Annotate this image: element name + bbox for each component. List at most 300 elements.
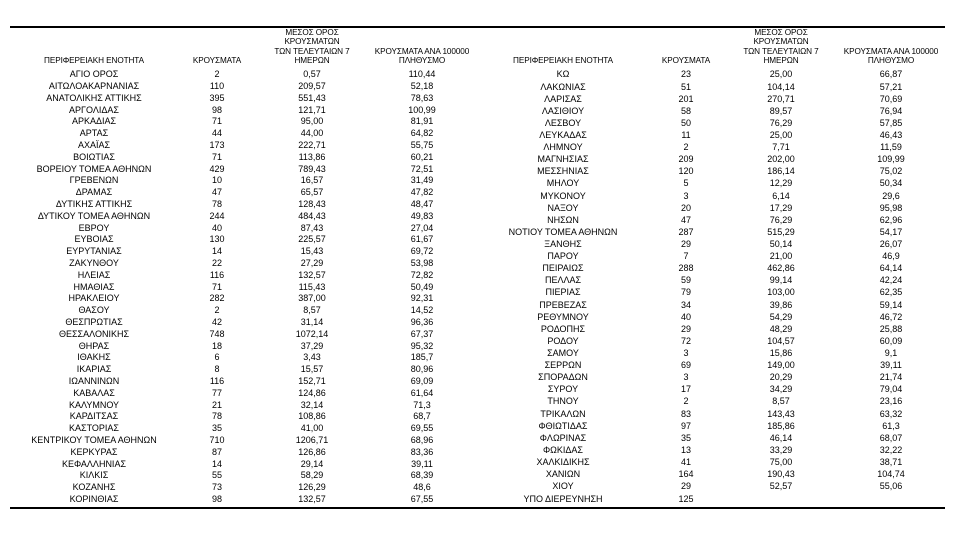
- cell-avg-7days: 15,86: [769, 347, 793, 358]
- cell-avg-7days: 113,86: [298, 151, 326, 162]
- cell-avg-7days: 190,43: [767, 469, 795, 480]
- cell-cases: 395: [209, 92, 225, 103]
- cell-per-100k: 54,17: [879, 226, 903, 237]
- cell-avg-7days: 46,14: [769, 432, 793, 443]
- cell-avg-7days: 39,86: [769, 299, 793, 310]
- table-row: [10, 328, 476, 340]
- cell-cases: 77: [211, 387, 222, 398]
- cell-per-100k: 64,82: [410, 128, 434, 139]
- cell-per-100k: 62,96: [879, 214, 903, 225]
- cell-regional-unit: ΥΠΟ ΔΙΕΡΕΥΝΗΣΗ: [523, 493, 603, 504]
- cell-per-100k: 68,7: [413, 411, 431, 422]
- cell-regional-unit: ΝΟΤΙΟΥ ΤΟΜΕΑ ΑΘΗΝΩΝ: [508, 226, 618, 237]
- cell-per-100k: 38,71: [879, 456, 903, 467]
- cell-per-100k: 96,36: [410, 317, 434, 328]
- cell-regional-unit: ΜΑΓΝΗΣΙΑΣ: [537, 154, 589, 165]
- cell-per-100k: 52,18: [410, 81, 434, 92]
- cell-avg-7days: 149,00: [767, 360, 795, 371]
- cell-per-100k: 110,44: [408, 69, 436, 80]
- table-row: [10, 175, 476, 187]
- cell-per-100k: 61,64: [410, 387, 434, 398]
- header-per-100k: [368, 28, 476, 69]
- cell-cases: 13: [680, 444, 691, 455]
- cell-regional-unit: ΓΡΕΒΕΝΩΝ: [69, 175, 119, 186]
- cell-cases: 69: [680, 360, 691, 371]
- table-row: [479, 493, 945, 506]
- table-row: [10, 364, 476, 376]
- cell-avg-7days: 1072,14: [295, 328, 329, 339]
- cell-avg-7days: 31,14: [300, 317, 324, 328]
- cell-cases: 18: [211, 340, 222, 351]
- cell-avg-7days: 34,29: [769, 384, 793, 395]
- cell-avg-7days: 186,14: [767, 166, 795, 177]
- cell-avg-7days: 99,14: [769, 275, 793, 286]
- table-row: [479, 238, 945, 250]
- table-row: [479, 190, 945, 202]
- cell-avg-7days: 20,29: [769, 372, 793, 383]
- table-row: [10, 222, 476, 234]
- cell-per-100k: 46,72: [879, 311, 903, 322]
- cell-avg-7days: 0,57: [303, 69, 321, 80]
- cell-regional-unit: ΞΑΝΘΗΣ: [544, 238, 582, 249]
- cell-avg-7days: 8,57: [303, 305, 321, 316]
- cell-cases: 14: [211, 246, 222, 257]
- cell-per-100k: 60,21: [410, 151, 434, 162]
- table-row: [479, 371, 945, 383]
- cell-cases: 59: [680, 275, 691, 286]
- header-per-100k: [837, 28, 945, 69]
- cell-avg-7days: 103,00: [767, 287, 795, 298]
- cell-cases: 120: [678, 166, 694, 177]
- table-row: [479, 456, 945, 468]
- cell-cases: 78: [211, 199, 222, 210]
- table-row: [10, 246, 476, 258]
- table-row: [479, 153, 945, 165]
- cell-per-100k: 69,55: [410, 423, 434, 434]
- table-row: [10, 411, 476, 423]
- cell-per-100k: 55,06: [879, 481, 903, 492]
- cell-avg-7days: 209,57: [298, 81, 326, 92]
- table-row: [10, 482, 476, 494]
- cell-per-100k: 11,59: [880, 142, 902, 153]
- cell-per-100k: 95,98: [879, 202, 903, 213]
- header-per100k-line1: ΚΡΟΥΣΜΑΤΑ ΑΝΑ 100000: [374, 46, 470, 56]
- cell-cases: 41: [680, 456, 691, 467]
- cell-regional-unit: ΗΜΑΘΙΑΣ: [73, 281, 115, 292]
- cell-regional-unit: ΙΚΑΡΙΑΣ: [76, 364, 112, 375]
- cell-regional-unit: ΛΑΣΙΘΙΟΥ: [541, 105, 585, 116]
- cell-regional-unit: ΡΕΘΥΜΝΟΥ: [537, 311, 589, 322]
- cell-regional-unit: ΚΟΖΑΝΗΣ: [72, 482, 116, 493]
- cell-per-100k: 64,14: [879, 263, 903, 274]
- cell-avg-7days: 126,86: [298, 446, 326, 457]
- cell-avg-7days: 95,00: [300, 116, 324, 127]
- cell-per-100k: 62,35: [879, 287, 903, 298]
- table-row: [479, 81, 945, 93]
- cell-cases: 50: [680, 117, 691, 128]
- header-per100k-line2: ΠΛΗΘΥΣΜΟ: [398, 56, 446, 66]
- table-row: [10, 210, 476, 222]
- table-row: [479, 93, 945, 105]
- cell-regional-unit: ΘΗΡΑΣ: [78, 340, 110, 351]
- cell-per-100k: 42,24: [879, 275, 903, 286]
- cell-per-100k: 48,6: [413, 482, 431, 493]
- cell-per-100k: 60,09: [879, 335, 903, 346]
- cell-regional-unit: ΙΘΑΚΗΣ: [77, 352, 111, 363]
- cell-per-100k: 32,22: [879, 444, 903, 455]
- cell-regional-unit: ΣΕΡΡΩΝ: [544, 360, 582, 371]
- cell-avg-7days: 202,00: [767, 154, 795, 165]
- cell-regional-unit: ΝΗΣΩΝ: [547, 214, 579, 225]
- cell-per-100k: 61,67: [410, 234, 434, 245]
- cell-avg-7days: 50,14: [769, 238, 793, 249]
- cell-avg-7days: 128,43: [298, 199, 326, 210]
- table-row: [10, 163, 476, 175]
- cell-cases: 23: [680, 69, 691, 80]
- cell-regional-unit: ΧΑΛΚΙΔΙΚΗΣ: [536, 456, 590, 467]
- cell-avg-7days: 15,43: [300, 246, 324, 257]
- cell-avg-7days: 387,00: [298, 293, 326, 304]
- cell-cases: 29: [680, 238, 691, 249]
- cell-regional-unit: ΣΥΡΟΥ: [547, 384, 579, 395]
- cell-per-100k: 100,99: [408, 104, 436, 115]
- cell-regional-unit: ΘΕΣΣΑΛΟΝΙΚΗΣ: [58, 328, 130, 339]
- cell-per-100k: 185,7: [410, 352, 434, 363]
- left-table-body: [10, 69, 476, 505]
- cell-avg-7days: 104,57: [767, 335, 795, 346]
- cell-regional-unit: ΛΕΣΒΟΥ: [544, 117, 582, 128]
- cell-cases: 3: [683, 190, 689, 201]
- table-row: [479, 359, 945, 371]
- table-row: [10, 80, 476, 92]
- header-per100k-line2: ΠΛΗΘΥΣΜΟ: [867, 56, 915, 66]
- table-row: [479, 444, 945, 456]
- cell-per-100k: 39,11: [880, 360, 902, 371]
- cell-per-100k: 63,32: [879, 408, 903, 419]
- cell-avg-7days: 225,57: [298, 234, 326, 245]
- cell-per-100k: 59,14: [879, 299, 903, 310]
- cell-regional-unit: ΑΡΤΑΣ: [79, 128, 109, 139]
- cell-avg-7days: 75,00: [769, 456, 793, 467]
- cell-cases: 21: [211, 399, 222, 410]
- table-row: [479, 323, 945, 335]
- cell-regional-unit: ΚΑΣΤΟΡΙΑΣ: [69, 423, 119, 434]
- cell-regional-unit: ΚΑΛΥΜΝΟΥ: [68, 399, 120, 410]
- table-row: [479, 347, 945, 359]
- cell-avg-7days: 789,43: [298, 163, 326, 174]
- cell-regional-unit: ΑΧΑΪΑΣ: [77, 140, 111, 151]
- cell-cases: 201: [678, 93, 694, 104]
- cell-per-100k: 47,82: [410, 187, 434, 198]
- cell-avg-7days: 33,29: [769, 444, 793, 455]
- cell-per-100k: 46,9: [882, 251, 900, 262]
- cell-per-100k: 46,43: [879, 129, 903, 140]
- cell-avg-7days: 27,29: [300, 258, 324, 269]
- tables-container: [10, 28, 945, 505]
- cell-regional-unit: ΛΑΚΩΝΙΑΣ: [540, 81, 586, 92]
- cell-avg-7days: 29,14: [300, 458, 324, 469]
- cell-avg-7days: 89,57: [769, 105, 793, 116]
- table-row: [10, 187, 476, 199]
- cell-cases: 71: [211, 151, 222, 162]
- cell-cases: 87: [211, 446, 222, 457]
- cell-avg-7days: 15,57: [300, 364, 324, 375]
- table-row: [10, 281, 476, 293]
- cell-avg-7days: 222,71: [298, 140, 326, 151]
- header-avg-line2: ΤΩΝ ΤΕΛΕΥΤΑΙΩΝ 7 ΗΜΕΡΩΝ: [274, 46, 350, 66]
- table-row: [479, 299, 945, 311]
- cell-avg-7days: 87,43: [300, 222, 324, 233]
- cell-cases: 73: [211, 482, 222, 493]
- cell-cases: 2: [214, 69, 220, 80]
- cell-cases: 42: [211, 317, 222, 328]
- cell-per-100k: [837, 493, 945, 506]
- cell-cases: 83: [680, 408, 691, 419]
- table-row: [479, 202, 945, 214]
- cell-regional-unit: ΚΕΝΤΡΙΚΟΥ ΤΟΜΕΑ ΑΘΗΝΩΝ: [31, 434, 157, 445]
- cell-cases: 35: [680, 432, 691, 443]
- cell-per-100k: 71,3: [413, 399, 431, 410]
- cell-cases: 22: [211, 258, 222, 269]
- table-row: [479, 250, 945, 262]
- header-cases: ΚΡΟΥΣΜΑΤΑ: [192, 56, 242, 66]
- cell-cases: 47: [211, 187, 222, 198]
- cell-avg-7days: 21,00: [769, 251, 793, 262]
- table-row: [479, 117, 945, 129]
- cell-cases: 34: [680, 299, 691, 310]
- cell-cases: 58: [680, 105, 691, 116]
- cell-per-100k: 39,11: [411, 458, 433, 469]
- cell-cases: 10: [211, 175, 222, 186]
- cell-regional-unit: ΜΕΣΣΗΝΙΑΣ: [537, 166, 589, 177]
- cell-avg-7days: 25,00: [769, 129, 793, 140]
- table-row: [479, 432, 945, 444]
- table-row: [10, 151, 476, 163]
- cell-cases: 5: [683, 178, 689, 189]
- cell-per-100k: 92,31: [410, 293, 434, 304]
- cell-avg-7days: 115,43: [298, 281, 326, 292]
- table-row: [479, 69, 945, 81]
- header-regional-unit: ΠΕΡΙΦΕΡΕΙΑΚΗ ΕΝΟΤΗΤΑ: [513, 56, 613, 66]
- cell-regional-unit: ΜΥΚΟΝΟΥ: [540, 190, 586, 201]
- cell-per-100k: 95,32: [410, 340, 434, 351]
- cell-regional-unit: ΔΡΑΜΑΣ: [75, 187, 113, 198]
- header-regional-unit: ΠΕΡΙΦΕΡΕΙΑΚΗ ΕΝΟΤΗΤΑ: [44, 56, 144, 66]
- table-row: [10, 139, 476, 151]
- header-avg-line1: ΜΕΣΟΣ ΟΡΟΣ ΚΡΟΥΣΜΑΤΩΝ: [753, 28, 809, 47]
- table-row: [10, 470, 476, 482]
- cell-regional-unit: ΗΡΑΚΛΕΙΟΥ: [68, 293, 120, 304]
- table-row: [479, 262, 945, 274]
- cell-regional-unit: ΑΡΓΟΛΙΔΑΣ: [69, 104, 119, 115]
- cell-cases: 173: [209, 140, 225, 151]
- cell-per-100k: 68,96: [410, 434, 434, 445]
- cell-avg-7days: [725, 493, 837, 506]
- cell-cases: 244: [209, 210, 225, 221]
- table-row: [479, 178, 945, 190]
- cell-cases: 47: [680, 214, 691, 225]
- cell-avg-7days: 8,57: [772, 396, 790, 407]
- header-per100k-line1: ΚΡΟΥΣΜΑΤΑ ΑΝΑ 100000: [843, 46, 939, 56]
- cell-regional-unit: ΦΘΙΩΤΙΔΑΣ: [538, 420, 588, 431]
- table-row: [10, 257, 476, 269]
- cell-per-100k: 69,09: [410, 376, 434, 386]
- cell-per-100k: 25,88: [879, 323, 903, 334]
- cell-per-100k: 61,3: [882, 420, 900, 431]
- cell-avg-7days: 108,86: [298, 411, 326, 422]
- cell-regional-unit: ΧΑΝΙΩΝ: [545, 469, 581, 480]
- cell-cases: 429: [209, 163, 225, 174]
- cell-regional-unit: ΒΟΙΩΤΙΑΣ: [73, 151, 115, 162]
- cell-regional-unit: ΕΒΡΟΥ: [78, 222, 110, 233]
- right-table-header-row: [479, 28, 945, 69]
- cell-avg-7days: 126,29: [298, 482, 326, 493]
- cell-per-100k: 31,49: [410, 175, 434, 186]
- cell-avg-7days: 54,29: [769, 311, 793, 322]
- cell-cases: 3: [683, 372, 689, 383]
- cell-cases: 40: [680, 311, 691, 322]
- cell-cases: 3: [683, 347, 689, 358]
- cell-per-100k: 49,83: [410, 210, 434, 221]
- cell-avg-7days: 41,00: [300, 423, 324, 434]
- table-row: [10, 269, 476, 281]
- table-row: [10, 399, 476, 411]
- cell-avg-7days: 1206,71: [295, 434, 329, 445]
- table-row: [10, 92, 476, 104]
- cell-regional-unit: ΡΟΔΟΥ: [547, 335, 579, 346]
- cell-per-100k: 21,74: [879, 372, 903, 383]
- cell-per-100k: 67,37: [410, 328, 434, 339]
- cell-regional-unit: ΝΑΞΟΥ: [547, 202, 579, 213]
- cell-avg-7days: 143,43: [767, 408, 795, 419]
- table-row: [10, 352, 476, 364]
- cell-per-100k: 53,98: [410, 258, 434, 269]
- cell-regional-unit: ΤΗΝΟΥ: [547, 396, 579, 407]
- table-row: [479, 480, 945, 492]
- cell-cases: 116: [209, 269, 225, 280]
- cell-cases: 17: [680, 384, 691, 395]
- cell-avg-7days: 152,71: [298, 376, 326, 386]
- cell-regional-unit: ΚΙΛΚΙΣ: [79, 470, 109, 481]
- cell-per-100k: 29,6: [882, 190, 900, 201]
- cell-cases: 748: [209, 328, 225, 339]
- cell-regional-unit: ΦΛΩΡΙΝΑΣ: [539, 432, 587, 443]
- cell-avg-7days: 76,29: [769, 214, 793, 225]
- cell-cases: 71: [211, 116, 222, 127]
- cell-cases: 79: [680, 287, 691, 298]
- cell-cases: 6: [214, 352, 220, 363]
- cell-cases: 51: [680, 81, 691, 92]
- table-row: [10, 116, 476, 128]
- table-row: [10, 375, 476, 387]
- cell-cases: 130: [209, 234, 225, 245]
- cell-per-100k: 48,47: [410, 199, 434, 210]
- cell-avg-7days: 65,57: [300, 187, 324, 198]
- table-row: [10, 458, 476, 470]
- cell-cases: 55: [211, 470, 222, 481]
- table-row: [10, 446, 476, 458]
- cell-avg-7days: 25,00: [769, 69, 793, 80]
- cell-per-100k: 50,49: [410, 281, 434, 292]
- table-row: [10, 340, 476, 352]
- table-row: [479, 311, 945, 323]
- cell-cases: 288: [678, 263, 694, 274]
- cell-regional-unit: ΛΕΥΚΑΔΑΣ: [539, 129, 587, 140]
- table-row: [10, 387, 476, 399]
- cell-per-100k: 79,04: [879, 384, 903, 395]
- cell-cases: 164: [678, 469, 694, 480]
- cell-avg-7days: 3,43: [303, 352, 321, 363]
- left-table: [10, 28, 476, 505]
- cell-regional-unit: ΚΑΒΑΛΑΣ: [73, 387, 115, 398]
- cell-avg-7days: 185,86: [767, 420, 795, 431]
- cell-per-100k: 68,07: [879, 432, 903, 443]
- cell-regional-unit: ΠΕΛΛΑΣ: [544, 275, 582, 286]
- cell-avg-7days: 515,29: [767, 226, 795, 237]
- cell-regional-unit: ΦΩΚΙΔΑΣ: [543, 444, 583, 455]
- cell-cases: 44: [211, 128, 222, 139]
- cell-avg-7days: 7,71: [772, 142, 790, 153]
- table-row: [10, 493, 476, 505]
- cell-cases: 40: [211, 222, 222, 233]
- table-row: [479, 166, 945, 178]
- cell-per-100k: 27,04: [410, 222, 434, 233]
- cell-cases: 282: [209, 293, 225, 304]
- cell-regional-unit: ΘΕΣΠΡΩΤΙΑΣ: [65, 317, 123, 328]
- cell-avg-7days: 58,29: [300, 470, 324, 481]
- cell-avg-7days: 76,29: [769, 117, 793, 128]
- cell-per-100k: 109,99: [877, 154, 905, 165]
- cell-per-100k: 81,91: [410, 116, 434, 127]
- cell-per-100k: 26,07: [879, 238, 903, 249]
- table-row: [479, 335, 945, 347]
- cell-per-100k: 9,1: [884, 347, 898, 358]
- cell-per-100k: 23,16: [879, 396, 903, 407]
- cell-regional-unit: ΘΑΣΟΥ: [78, 305, 110, 316]
- cell-cases: 7: [683, 251, 689, 262]
- table-row: [479, 287, 945, 299]
- cell-per-100k: 55,75: [410, 140, 434, 151]
- cell-regional-unit: ΠΑΡΟΥ: [547, 251, 579, 262]
- cell-regional-unit: ΔΥΤΙΚΗΣ ΑΤΤΙΚΗΣ: [55, 199, 133, 210]
- table-row: [10, 434, 476, 446]
- cell-per-100k: 75,02: [879, 166, 903, 177]
- cell-avg-7days: 462,86: [767, 263, 795, 274]
- cell-regional-unit: ΑΙΤΩΛΟΑΚΑΡΝΑΝΙΑΣ: [48, 81, 140, 92]
- cell-avg-7days: 48,29: [769, 323, 793, 334]
- cell-per-100k: 14,52: [410, 305, 434, 316]
- cell-regional-unit: ΜΗΛΟΥ: [546, 178, 580, 189]
- cell-per-100k: 66,87: [879, 69, 903, 80]
- cell-regional-unit: ΕΥΒΟΙΑΣ: [74, 234, 114, 245]
- cell-regional-unit: ΚΟΡΙΝΘΙΑΣ: [69, 493, 119, 504]
- cell-avg-7days: 44,00: [300, 128, 324, 139]
- cell-regional-unit: ΑΡΚΑΔΙΑΣ: [71, 116, 117, 127]
- cell-regional-unit: ΔΥΤΙΚΟΥ ΤΟΜΕΑ ΑΘΗΝΩΝ: [37, 210, 151, 221]
- table-row: [10, 234, 476, 246]
- cell-avg-7days: 121,71: [298, 104, 326, 115]
- cell-cases: 125: [678, 493, 694, 504]
- table-row: [10, 198, 476, 210]
- table-row: [10, 104, 476, 116]
- cell-cases: 98: [211, 104, 222, 115]
- cell-regional-unit: ΖΑΚΥΝΘΟΥ: [69, 258, 119, 269]
- header-cases: ΚΡΟΥΣΜΑΤΑ: [661, 56, 711, 66]
- cell-regional-unit: ΕΥΡΥΤΑΝΙΑΣ: [66, 246, 122, 257]
- cell-avg-7days: 37,29: [300, 340, 324, 351]
- cell-avg-7days: 17,29: [769, 202, 793, 213]
- cell-per-100k: 72,82: [410, 269, 434, 280]
